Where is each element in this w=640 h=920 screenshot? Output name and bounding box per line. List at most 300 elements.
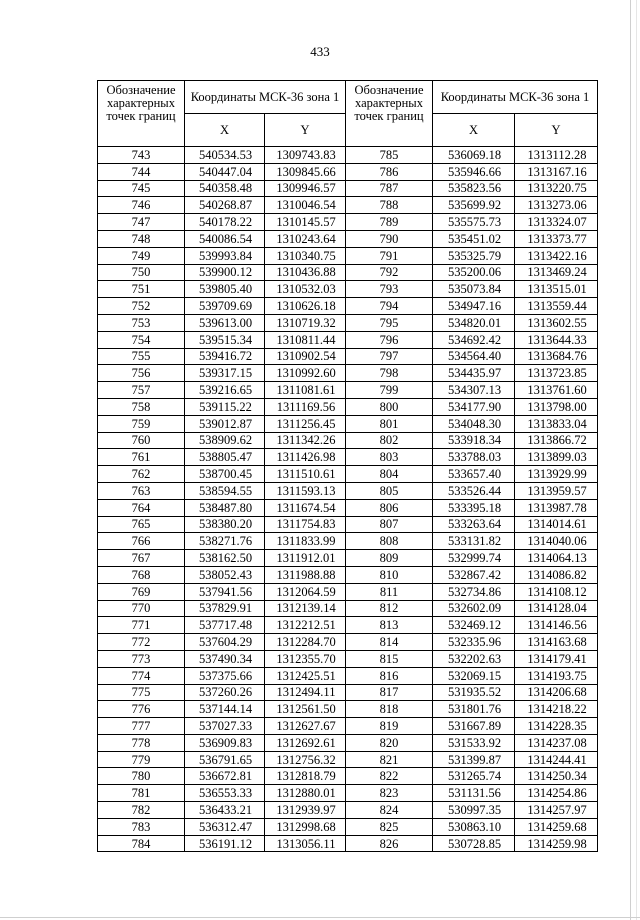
- point-number: 785: [346, 147, 433, 164]
- y-coordinate: 1313866.72: [515, 432, 598, 449]
- point-number: 745: [98, 180, 185, 197]
- y-coordinate: 1311081.61: [265, 382, 346, 399]
- point-number: 756: [98, 365, 185, 382]
- x-coordinate: 538052.43: [185, 566, 265, 583]
- page-number: 433: [310, 44, 330, 59]
- point-number: 767: [98, 550, 185, 567]
- point-number: 823: [346, 785, 433, 802]
- y-coordinate: 1310811.44: [265, 331, 346, 348]
- y-coordinate: 1310719.32: [265, 314, 346, 331]
- table-row: [98, 415, 598, 432]
- point-number: 766: [98, 533, 185, 550]
- y-coordinate: 1312627.67: [265, 718, 346, 735]
- y-coordinate: 1313469.24: [515, 264, 598, 281]
- point-number: 784: [98, 835, 185, 852]
- x-coordinate: 536069.18: [433, 147, 515, 164]
- point-number: 788: [346, 197, 433, 214]
- table-row: [98, 583, 598, 600]
- point-number: 778: [98, 734, 185, 751]
- table-row: [98, 566, 598, 583]
- table-row: [98, 298, 598, 315]
- y-coordinate: 1314128.04: [515, 600, 598, 617]
- y-coordinate: 1311988.88: [265, 566, 346, 583]
- y-coordinate: 1314163.68: [515, 634, 598, 651]
- x-coordinate: 538271.76: [185, 533, 265, 550]
- table-row: [98, 398, 598, 415]
- x-coordinate: 531533.92: [433, 734, 515, 751]
- x-coordinate: 534564.40: [433, 348, 515, 365]
- y-coordinate: 1310532.03: [265, 281, 346, 298]
- y-coordinate: 1313515.01: [515, 281, 598, 298]
- point-number: 787: [346, 180, 433, 197]
- x-coordinate: 537717.48: [185, 617, 265, 634]
- point-number: 760: [98, 432, 185, 449]
- point-number: 804: [346, 466, 433, 483]
- point-number: 771: [98, 617, 185, 634]
- point-number: 768: [98, 566, 185, 583]
- table-row: [98, 785, 598, 802]
- x-coordinate: 534307.13: [433, 382, 515, 399]
- table-row: [98, 449, 598, 466]
- table-row: [98, 650, 598, 667]
- point-number: 819: [346, 718, 433, 735]
- point-number: 743: [98, 147, 185, 164]
- y-coordinate: 1312494.11: [265, 684, 346, 701]
- table-row: [98, 466, 598, 483]
- table-row: [98, 550, 598, 567]
- table-row: [98, 701, 598, 718]
- x-coordinate: 532734.86: [433, 583, 515, 600]
- y-coordinate: 1311510.61: [265, 466, 346, 483]
- x-coordinate: 531801.76: [433, 701, 515, 718]
- point-number: 818: [346, 701, 433, 718]
- x-coordinate: 531265.74: [433, 768, 515, 785]
- x-coordinate: 539115.22: [185, 398, 265, 415]
- scan-edge-line: [0, 917, 640, 918]
- point-number: 817: [346, 684, 433, 701]
- table-row: [98, 230, 598, 247]
- x-coordinate: 532469.12: [433, 617, 515, 634]
- x-coordinate: 540534.53: [185, 147, 265, 164]
- y-coordinate: 1314244.41: [515, 751, 598, 768]
- x-coordinate: 537490.34: [185, 650, 265, 667]
- point-number: 750: [98, 264, 185, 281]
- y-coordinate: 1314086.82: [515, 566, 598, 583]
- table-row: [98, 533, 598, 550]
- x-coordinate: 533788.03: [433, 449, 515, 466]
- x-coordinate: 531935.52: [433, 684, 515, 701]
- point-number: 805: [346, 482, 433, 499]
- y-coordinate: 1310436.88: [265, 264, 346, 281]
- y-coordinate: 1314206.68: [515, 684, 598, 701]
- x-coordinate: 532069.15: [433, 667, 515, 684]
- x-coordinate: 530863.10: [433, 818, 515, 835]
- x-coordinate: 539805.40: [185, 281, 265, 298]
- point-number: 808: [346, 533, 433, 550]
- y-coordinate: 1311912.01: [265, 550, 346, 567]
- x-coordinate: 538700.45: [185, 466, 265, 483]
- table-row: [98, 600, 598, 617]
- x-coordinate: 535325.79: [433, 247, 515, 264]
- point-number: 792: [346, 264, 433, 281]
- table-row: [98, 499, 598, 516]
- table-row: [98, 802, 598, 819]
- x-coordinate: 540268.87: [185, 197, 265, 214]
- x-coordinate: 532867.42: [433, 566, 515, 583]
- table-row: [98, 835, 598, 852]
- x-coordinate: 533395.18: [433, 499, 515, 516]
- x-coordinate: 535946.66: [433, 163, 515, 180]
- x-coordinate: 539709.69: [185, 298, 265, 315]
- x-coordinate: 533526.44: [433, 482, 515, 499]
- point-number: 796: [346, 331, 433, 348]
- point-number: 758: [98, 398, 185, 415]
- y-coordinate: 1314228.35: [515, 718, 598, 735]
- y-coordinate: 1310902.54: [265, 348, 346, 365]
- coords-header: Координаты МСК-36 зона 1: [433, 81, 598, 114]
- x-coordinate: 537260.26: [185, 684, 265, 701]
- table-row: [98, 617, 598, 634]
- x-coordinate: 532999.74: [433, 550, 515, 567]
- table-row: [98, 382, 598, 399]
- x-coordinate: 535073.84: [433, 281, 515, 298]
- point-number: 753: [98, 314, 185, 331]
- point-number: 764: [98, 499, 185, 516]
- y-coordinate: 1313373.77: [515, 230, 598, 247]
- table-row: [98, 684, 598, 701]
- y-coordinate: 1313959.57: [515, 482, 598, 499]
- point-number: 773: [98, 650, 185, 667]
- y-coordinate: 1313602.55: [515, 314, 598, 331]
- point-number: 769: [98, 583, 185, 600]
- y-coordinate: 1311342.26: [265, 432, 346, 449]
- point-number: 782: [98, 802, 185, 819]
- point-number: 779: [98, 751, 185, 768]
- point-number: 797: [346, 348, 433, 365]
- x-coordinate: 538805.47: [185, 449, 265, 466]
- x-coordinate: 539515.34: [185, 331, 265, 348]
- x-coordinate: 534947.16: [433, 298, 515, 315]
- point-number: 754: [98, 331, 185, 348]
- table-row: [98, 214, 598, 231]
- y-coordinate: 1313644.33: [515, 331, 598, 348]
- x-coordinate: 539012.87: [185, 415, 265, 432]
- point-label-header: Обозначение характерных точек границ: [98, 81, 185, 147]
- x-coordinate: 536909.83: [185, 734, 265, 751]
- y-coordinate: 1313056.11: [265, 835, 346, 852]
- point-number: 813: [346, 617, 433, 634]
- x-coordinate: 534177.90: [433, 398, 515, 415]
- x-coordinate: 534692.42: [433, 331, 515, 348]
- y-coordinate: 1313899.03: [515, 449, 598, 466]
- y-coordinate: 1312998.68: [265, 818, 346, 835]
- y-coordinate: 1312139.14: [265, 600, 346, 617]
- y-coordinate: 1313684.76: [515, 348, 598, 365]
- x-coordinate: 540086.54: [185, 230, 265, 247]
- y-coordinate: 1313167.16: [515, 163, 598, 180]
- x-coordinate: 538909.62: [185, 432, 265, 449]
- point-number: 775: [98, 684, 185, 701]
- x-coordinate: 533263.64: [433, 516, 515, 533]
- table-row: [98, 751, 598, 768]
- y-coordinate: 1314064.13: [515, 550, 598, 567]
- x-coordinate: 532202.63: [433, 650, 515, 667]
- y-coordinate: 1313273.06: [515, 197, 598, 214]
- y-coordinate: 1314237.08: [515, 734, 598, 751]
- y-coordinate: 1314179.41: [515, 650, 598, 667]
- point-number: 781: [98, 785, 185, 802]
- point-number: 746: [98, 197, 185, 214]
- table-row: [98, 163, 598, 180]
- y-coordinate: 1312880.01: [265, 785, 346, 802]
- x-coordinate: 532602.09: [433, 600, 515, 617]
- x-coordinate: 536553.33: [185, 785, 265, 802]
- coordinates-table: [97, 80, 598, 852]
- y-coordinate: 1310626.18: [265, 298, 346, 315]
- x-coordinate: 535200.06: [433, 264, 515, 281]
- x-coordinate: 536312.47: [185, 818, 265, 835]
- point-number: 793: [346, 281, 433, 298]
- table-body: [98, 147, 598, 852]
- x-coordinate: 538380.20: [185, 516, 265, 533]
- y-coordinate: 1312355.70: [265, 650, 346, 667]
- point-number: 777: [98, 718, 185, 735]
- table-row: [98, 667, 598, 684]
- table-row: [98, 718, 598, 735]
- y-header: Y: [515, 114, 598, 147]
- y-coordinate: 1313112.28: [515, 147, 598, 164]
- table-row: [98, 432, 598, 449]
- point-number: 802: [346, 432, 433, 449]
- x-coordinate: 539317.15: [185, 365, 265, 382]
- table-row: [98, 734, 598, 751]
- point-number: 757: [98, 382, 185, 399]
- table-row: [98, 482, 598, 499]
- point-number: 759: [98, 415, 185, 432]
- y-coordinate: 1314250.34: [515, 768, 598, 785]
- point-number: 763: [98, 482, 185, 499]
- point-number: 801: [346, 415, 433, 432]
- x-coordinate: 532335.96: [433, 634, 515, 651]
- x-coordinate: 533918.34: [433, 432, 515, 449]
- point-number: 744: [98, 163, 185, 180]
- y-coordinate: 1309946.57: [265, 180, 346, 197]
- point-number: 774: [98, 667, 185, 684]
- point-number: 803: [346, 449, 433, 466]
- table-row: [98, 180, 598, 197]
- y-coordinate: 1310145.57: [265, 214, 346, 231]
- x-coordinate: 536433.21: [185, 802, 265, 819]
- x-coordinate: 537144.14: [185, 701, 265, 718]
- y-coordinate: 1311674.54: [265, 499, 346, 516]
- point-number: 748: [98, 230, 185, 247]
- x-coordinate: 537829.91: [185, 600, 265, 617]
- x-coordinate: 534435.97: [433, 365, 515, 382]
- point-number: 755: [98, 348, 185, 365]
- point-number: 783: [98, 818, 185, 835]
- y-coordinate: 1310992.60: [265, 365, 346, 382]
- point-number: 761: [98, 449, 185, 466]
- y-coordinate: 1312064.59: [265, 583, 346, 600]
- x-coordinate: 536672.81: [185, 768, 265, 785]
- y-coordinate: 1314259.98: [515, 835, 598, 852]
- point-number: 806: [346, 499, 433, 516]
- y-coordinate: 1312212.51: [265, 617, 346, 634]
- x-coordinate: 537027.33: [185, 718, 265, 735]
- point-number: 824: [346, 802, 433, 819]
- y-coordinate: 1312284.70: [265, 634, 346, 651]
- y-coordinate: 1314108.12: [515, 583, 598, 600]
- point-number: 812: [346, 600, 433, 617]
- table-row: [98, 634, 598, 651]
- y-coordinate: 1313220.75: [515, 180, 598, 197]
- y-coordinate: 1313987.78: [515, 499, 598, 516]
- x-coordinate: 537375.66: [185, 667, 265, 684]
- x-coordinate: 533131.82: [433, 533, 515, 550]
- x-coordinate: 535699.92: [433, 197, 515, 214]
- x-coordinate: 538487.80: [185, 499, 265, 516]
- x-coordinate: 535823.56: [433, 180, 515, 197]
- y-coordinate: 1313929.99: [515, 466, 598, 483]
- table-row: [98, 365, 598, 382]
- point-number: 776: [98, 701, 185, 718]
- x-header: X: [433, 114, 515, 147]
- y-coordinate: 1314259.68: [515, 818, 598, 835]
- point-number: 809: [346, 550, 433, 567]
- y-coordinate: 1313798.00: [515, 398, 598, 415]
- y-coordinate: 1309743.83: [265, 147, 346, 164]
- y-coordinate: 1313723.85: [515, 365, 598, 382]
- table-row: [98, 197, 598, 214]
- x-coordinate: 534048.30: [433, 415, 515, 432]
- table-row: [98, 247, 598, 264]
- point-number: 795: [346, 314, 433, 331]
- x-coordinate: 540358.48: [185, 180, 265, 197]
- point-number: 800: [346, 398, 433, 415]
- y-coordinate: 1314257.97: [515, 802, 598, 819]
- scan-edge-line: [630, 0, 631, 920]
- table-row: [98, 314, 598, 331]
- table-row: [98, 147, 598, 164]
- y-coordinate: 1310046.54: [265, 197, 346, 214]
- point-number: 799: [346, 382, 433, 399]
- point-number: 770: [98, 600, 185, 617]
- point-number: 825: [346, 818, 433, 835]
- x-coordinate: 534820.01: [433, 314, 515, 331]
- point-label-header: Обозначение характерных точек границ: [346, 81, 433, 147]
- table-row: [98, 818, 598, 835]
- y-coordinate: 1311833.99: [265, 533, 346, 550]
- point-number: 794: [346, 298, 433, 315]
- x-coordinate: 539416.72: [185, 348, 265, 365]
- x-coordinate: 536191.12: [185, 835, 265, 852]
- x-coordinate: 537604.29: [185, 634, 265, 651]
- y-coordinate: 1312939.97: [265, 802, 346, 819]
- y-coordinate: 1309845.66: [265, 163, 346, 180]
- x-coordinate: 539613.00: [185, 314, 265, 331]
- y-coordinate: 1313324.07: [515, 214, 598, 231]
- x-coordinate: 537941.56: [185, 583, 265, 600]
- point-number: 826: [346, 835, 433, 852]
- point-number: 815: [346, 650, 433, 667]
- y-coordinate: 1311169.56: [265, 398, 346, 415]
- x-coordinate: 535451.02: [433, 230, 515, 247]
- y-coordinate: 1311256.45: [265, 415, 346, 432]
- point-number: 814: [346, 634, 433, 651]
- y-coordinate: 1312756.32: [265, 751, 346, 768]
- x-coordinate: 531399.87: [433, 751, 515, 768]
- point-number: 791: [346, 247, 433, 264]
- point-number: 751: [98, 281, 185, 298]
- table-row: [98, 516, 598, 533]
- point-number: 821: [346, 751, 433, 768]
- x-header: X: [185, 114, 265, 147]
- y-coordinate: 1313761.60: [515, 382, 598, 399]
- point-number: 816: [346, 667, 433, 684]
- point-number: 780: [98, 768, 185, 785]
- y-coordinate: 1313559.44: [515, 298, 598, 315]
- x-coordinate: 539216.65: [185, 382, 265, 399]
- x-coordinate: 540447.04: [185, 163, 265, 180]
- y-header: Y: [265, 114, 346, 147]
- y-coordinate: 1310243.64: [265, 230, 346, 247]
- y-coordinate: 1312425.51: [265, 667, 346, 684]
- point-number: 765: [98, 516, 185, 533]
- point-number: 789: [346, 214, 433, 231]
- point-number: 811: [346, 583, 433, 600]
- y-coordinate: 1312818.79: [265, 768, 346, 785]
- point-number: 798: [346, 365, 433, 382]
- point-number: 786: [346, 163, 433, 180]
- point-number: 749: [98, 247, 185, 264]
- point-number: 807: [346, 516, 433, 533]
- y-coordinate: 1313833.04: [515, 415, 598, 432]
- y-coordinate: 1313422.16: [515, 247, 598, 264]
- y-coordinate: 1311593.13: [265, 482, 346, 499]
- table-row: [98, 264, 598, 281]
- x-coordinate: 538594.55: [185, 482, 265, 499]
- point-number: 752: [98, 298, 185, 315]
- x-coordinate: 535575.73: [433, 214, 515, 231]
- x-coordinate: 530728.85: [433, 835, 515, 852]
- point-number: 810: [346, 566, 433, 583]
- point-number: 762: [98, 466, 185, 483]
- y-coordinate: 1310340.75: [265, 247, 346, 264]
- table-row: [98, 348, 598, 365]
- point-number: 820: [346, 734, 433, 751]
- y-coordinate: 1312561.50: [265, 701, 346, 718]
- x-coordinate: 530997.35: [433, 802, 515, 819]
- x-coordinate: 531667.89: [433, 718, 515, 735]
- x-coordinate: 531131.56: [433, 785, 515, 802]
- point-number: 747: [98, 214, 185, 231]
- y-coordinate: 1314040.06: [515, 533, 598, 550]
- y-coordinate: 1311754.83: [265, 516, 346, 533]
- x-coordinate: 536791.65: [185, 751, 265, 768]
- coords-header: Координаты МСК-36 зона 1: [185, 81, 346, 114]
- scan-edge-line: [636, 0, 637, 920]
- x-coordinate: 539993.84: [185, 247, 265, 264]
- point-number: 822: [346, 768, 433, 785]
- x-coordinate: 533657.40: [433, 466, 515, 483]
- table-row: [98, 331, 598, 348]
- x-coordinate: 540178.22: [185, 214, 265, 231]
- x-coordinate: 538162.50: [185, 550, 265, 567]
- table-row: [98, 768, 598, 785]
- point-number: 790: [346, 230, 433, 247]
- x-coordinate: 539900.12: [185, 264, 265, 281]
- y-coordinate: 1314254.86: [515, 785, 598, 802]
